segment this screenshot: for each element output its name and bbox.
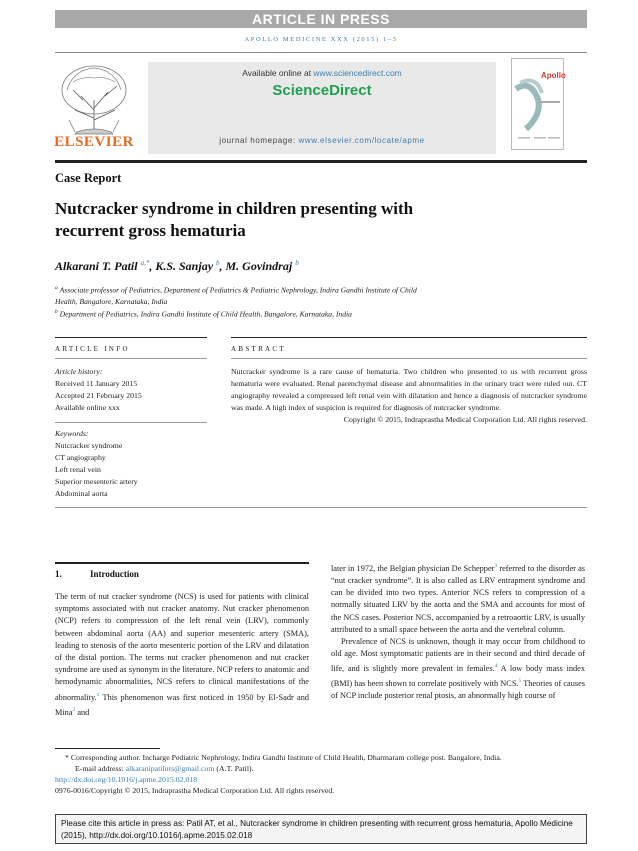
article-title — [55, 198, 555, 242]
online-date: Available online xxx — [55, 403, 120, 412]
journal-cover-thumbnail — [511, 58, 564, 150]
section-number: 1. — [55, 569, 62, 579]
author-list: Alkarani T. Patil $^{a,*}$, K.S. Sanjay $^b$, M. Govindraj $^b$ — [55, 259, 299, 273]
elsevier-wordmark: ELSEVIER — [54, 134, 134, 150]
citation-ref[interactable]: 1 — [96, 691, 100, 698]
citation-ref[interactable]: 2 — [72, 706, 76, 713]
citation-ref[interactable]: 3 — [494, 563, 498, 569]
article-info-rule — [55, 337, 207, 338]
cover-title: Apollo — [541, 71, 566, 80]
keyword: Nutcracker syndrome — [55, 441, 123, 450]
top-rule — [55, 52, 587, 53]
abstract-copyright: Copyright © 2015, Indraprastha Medical Corporation Ltd. All rights reserved. — [343, 415, 587, 424]
keyword: CT angiography — [55, 453, 106, 462]
citation-ref[interactable]: 5 — [518, 678, 522, 685]
email-line: E-mail address: alkaranipatilurs@gmail.com (A.T. Patil). — [75, 764, 254, 773]
citation-box: Please cite this article in press as: Patil AT, et al., Nutcracker syndrome in children presenting with recurrent gross hematuria, Apollo Medicine (2015), http://dx.doi.org/10.1016/j.apme.2015.02.018 — [55, 814, 587, 844]
homepage-prefix: journal homepage: — [219, 136, 299, 145]
email-link[interactable]: alkaranipatilurs@gmail.com — [125, 764, 215, 773]
intro-paragraph-1-cont: later in 1972, the Belgian physician De Schepper$^3$ referred to the disorder as “nut cracker syndrome”. It is also called as LRV entrapment syndrome and can be divided into two types. Anterior NCS refers to compression of a normally situated LRV by the aorta and the SMA and accounts for most of the NCS cases. Posterior NCS, accompanied by a retroaortic LRV, is usually attributed to a small space between the aorta and the vertebral column. — [331, 563, 585, 634]
citation-ref[interactable]: 4 — [494, 663, 498, 670]
author-name: Alkarani T. Patil — [55, 259, 138, 273]
doi-link[interactable]: http://dx.doi.org/10.1016/j.apme.2015.02.018 — [55, 775, 198, 784]
available-online — [148, 68, 496, 78]
journal-homepage — [148, 136, 496, 145]
abstract-subrule — [231, 358, 587, 359]
author-name: M. Govindraj — [225, 259, 293, 273]
running-head: APOLLO MEDICINE XXX (2015) 1–3 — [244, 36, 398, 43]
intro-paragraph-1: The term of nut cracker syndrome (NCS) is used for patients with clinical symptoms associated with nut cracker anatomy. Nut cracker phenomenon (NCP) refers to compression of the left renal vein (LRV), commonly between abdominal aorta (AA) and superior mesenteric artery (SMA), leading to stenosis of the aorto mesenteric portion of the LRV and dilatation of the distal portion. The terms nut cracker phenomenon and nut cracker syndrome are used as synonym in the literature. NCP refers to anatomic and hemodynamic abnormalities, NCS refers to clinical manifestations of the abnormality.$^1$ This phenomenon was first noticed in 1950 by El-Sadr and Mina$^2$ and — [55, 592, 309, 717]
affiliation-a: $^a$ Associate professor of Pediatrics, Department of Pediatrics & Pediatric Nephrology, Indira Gandhi Institute of Child Health, Bangalore, Karnataka, India — [55, 285, 417, 307]
sciencedirect-link[interactable]: www.sciencedirect.com — [313, 68, 402, 78]
keyword: Left renal vein — [55, 465, 101, 474]
footnote-rule — [55, 748, 160, 749]
accepted-date: Accepted 21 February 2015 — [55, 391, 142, 400]
available-prefix: Available online at — [242, 68, 314, 78]
section-type: Case Report — [55, 171, 122, 185]
title-line-1: Nutcracker syndrome in children presenting with — [55, 199, 414, 218]
title-line-2: recurrent gross hematuria — [55, 221, 246, 240]
issn-copyright: 0976-0016/Copyright © 2015, Indraprastha Medical Corporation Ltd. All rights reserved. — [55, 786, 335, 795]
author-affil-sup[interactable]: b — [295, 259, 299, 267]
intro-rule — [55, 562, 309, 564]
abstract-text: Nutcracker syndrome is a rare cause of hematuria. Two children who presented to us with recurrent gross hematuria were evaluated. Renal parenchymal disease and abnormalities in the urinary tract were ruled out. CT angiography revealed a compressed left renal vein with dilatation and hence a diagnosis of nutcracker syndrome was made. A high index of suspicion is required for diagnosis of nutcracker syndrome. — [231, 367, 587, 412]
sciencedirect-header — [148, 62, 496, 154]
abstract-body — [231, 366, 587, 426]
abstract-rule — [231, 337, 587, 338]
front-matter-end-rule — [55, 507, 587, 508]
abstract-heading: ABSTRACT — [231, 345, 286, 353]
article-history — [55, 366, 142, 414]
keyword: Abdominal aorta — [55, 489, 108, 498]
article-info-heading: ARTICLE INFO — [55, 345, 130, 353]
footnotes — [55, 752, 587, 796]
author-affil-sup[interactable]: a,* — [140, 259, 150, 267]
body-column-right — [331, 560, 585, 703]
affiliation-b: $^b$ Department of Pediatrics, Indira Gandhi Institute of Child Health, Bangalore, Karnataka, India — [55, 309, 352, 319]
author-name: K.S. Sanjay — [155, 259, 214, 273]
article-info-subrule — [55, 358, 207, 359]
history-label: Article history: — [55, 367, 103, 376]
section-heading-introduction — [55, 569, 139, 579]
received-date: Received 11 January 2015 — [55, 379, 138, 388]
keywords-rule — [55, 422, 207, 423]
section-title: Introduction — [90, 569, 139, 579]
keywords-label: Keywords: — [55, 429, 89, 438]
sciencedirect-logo: ScienceDirect — [272, 82, 372, 99]
intro-paragraph-2: Prevalence of NCS is unknown, though it may occur from childhood to old age. Most symptomatic patients are in their second and third decade of life, and is slightly more prevalent in females.$^4$ A low body mass index (BMI) has been shown to correlate positively with NCS.$^5$ Theories of causes of NCP include posterior renal ptosis, an abnormally high course of — [331, 636, 585, 701]
author-affil-sup[interactable]: b — [216, 259, 220, 267]
header-rule — [55, 160, 587, 163]
corresponding-author-note: * Corresponding author. Incharge Pediatric Nephrology, Indira Gandhi Institute of Child Health, Dharmaram college post. Bangalore, India. — [65, 753, 502, 762]
keywords-block — [55, 428, 138, 500]
journal-homepage-link[interactable]: www.elsevier.com/locate/apme — [298, 136, 425, 145]
keyword: Superior mesenteric artery — [55, 477, 138, 486]
article-in-press-banner: ARTICLE IN PRESS — [55, 10, 587, 28]
body-column-left — [55, 591, 309, 719]
